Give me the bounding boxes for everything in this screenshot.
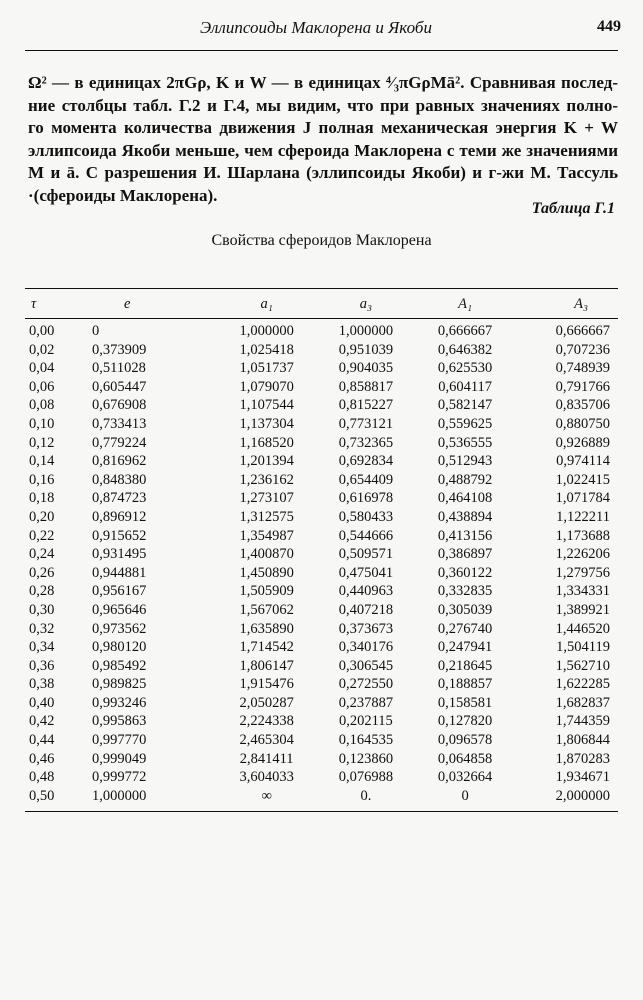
- table-cell: 0,158581: [437, 694, 493, 711]
- table-row: [25, 787, 618, 806]
- table-cell: 0,926889: [555, 434, 610, 451]
- table-cell: 0,980120: [91, 639, 147, 656]
- table-cell: 0,127820: [437, 713, 493, 730]
- table-cell: 0,475041: [338, 564, 394, 581]
- table-cell: 1,173688: [555, 527, 610, 544]
- table-cell: 1,122211: [556, 508, 610, 525]
- table-cell: 0,373673: [338, 620, 394, 637]
- table-cell: 0,10: [29, 415, 55, 432]
- table-cell: 0,464108: [437, 490, 493, 507]
- table-caption: Свойства сфероидов Маклорена: [211, 232, 432, 249]
- column-header-tau: τ: [31, 296, 37, 312]
- column-header-A3: A₃: [574, 296, 588, 312]
- table-cell: 0,38: [29, 676, 55, 693]
- table-cell: 1,279756: [555, 564, 610, 581]
- table-cell: 0,218645: [437, 657, 493, 674]
- table-row: [25, 489, 618, 508]
- table-cell: 0,202115: [338, 713, 393, 730]
- table-cell: 0,995863: [91, 713, 147, 730]
- paragraph-line: го момента количества движения J полная механическая энергия K + W: [28, 118, 618, 137]
- table-cell: 1,025418: [239, 341, 294, 358]
- table-row: [25, 768, 618, 787]
- table-cell: 0,14: [29, 453, 55, 470]
- table-cell: 0,24: [29, 546, 55, 563]
- table-cell: 0,999049: [91, 750, 147, 767]
- table-row: [25, 582, 618, 601]
- table-cell: 0: [461, 787, 469, 804]
- table-row: [25, 545, 618, 564]
- table-cell: 1,201394: [239, 453, 294, 470]
- table-cell: 0,386897: [437, 546, 493, 563]
- table-cell: 1,226206: [555, 546, 610, 563]
- table-cell: 0,848380: [91, 471, 147, 488]
- running-title: Эллипсоиды Маклорена и Якоби: [200, 18, 432, 37]
- table-cell: 0,08: [29, 397, 55, 414]
- table-header-row: [25, 296, 618, 318]
- table-row: [25, 378, 618, 397]
- table-cell: 1,312575: [239, 508, 294, 525]
- table-row: [25, 564, 618, 583]
- table-cell: 1,806844: [555, 732, 610, 749]
- table-cell: 2,465304: [239, 732, 294, 749]
- table-cell: 1,400870: [239, 546, 294, 563]
- table-cell: 0,096578: [437, 732, 493, 749]
- table-cell: 1,334331: [555, 583, 610, 600]
- table-cell: 0,440963: [338, 583, 394, 600]
- table-cell: 1,450890: [239, 564, 294, 581]
- table-cell: 0,413156: [437, 527, 493, 544]
- table-cell: 0,272550: [338, 676, 394, 693]
- table-row: [25, 527, 618, 546]
- table-cell: 0,536555: [437, 434, 493, 451]
- table-cell: 0,580433: [338, 508, 394, 525]
- table-cell: 0,605447: [91, 378, 147, 395]
- table-cell: 1,137304: [239, 415, 294, 432]
- table-cell: 1,682837: [555, 694, 610, 711]
- table-cell: 0,604117: [438, 378, 493, 395]
- table-cell: 0,438894: [437, 508, 493, 525]
- table-cell: 2,000000: [555, 787, 610, 804]
- table-cell: 1,273107: [239, 490, 294, 507]
- table-cell: 0,22: [29, 527, 55, 544]
- table-cell: 1,071784: [555, 490, 610, 507]
- table-row: [25, 657, 618, 676]
- table-cell: 0,880750: [555, 415, 610, 432]
- table-cell: 0,42: [29, 713, 55, 730]
- table-cell: 0,16: [29, 471, 55, 488]
- table-cell: 0,997770: [91, 732, 147, 749]
- body-paragraph: [28, 72, 618, 207]
- table-cell: 0,340176: [338, 639, 394, 656]
- table-cell: 0,40: [29, 694, 55, 711]
- table-cell: 0,509571: [338, 546, 394, 563]
- table-cell: 1,079070: [239, 378, 294, 395]
- table-cell: 1,806147: [239, 657, 294, 674]
- table-cell: 0,874723: [91, 490, 147, 507]
- table-cell: 1,744359: [555, 713, 610, 730]
- table-cell: 0,999772: [91, 769, 147, 786]
- table-cell: 0,676908: [91, 397, 147, 414]
- table-cell: 1,915476: [239, 676, 294, 693]
- paragraph-line: M и ā. С разрешения И. Шарлана (эллипсоиды Якоби) и г-жи М. Тассуль: [28, 163, 618, 182]
- page-number: 449: [597, 18, 621, 35]
- table-cell: 0,815227: [338, 397, 394, 414]
- table-cell: 1,504119: [556, 639, 610, 656]
- table-cell: 0,816962: [91, 453, 147, 470]
- table-cell: 0,779224: [91, 434, 147, 451]
- table-cell: 0,373909: [91, 341, 147, 358]
- table-cell: 1,934671: [555, 769, 610, 786]
- table-cell: 0,835706: [555, 397, 610, 414]
- table-cell: 0,30: [29, 601, 55, 618]
- table-cell: 0,48: [29, 769, 55, 786]
- table-cell: 0,654409: [338, 471, 394, 488]
- table-cell: 0,360122: [437, 564, 493, 581]
- table-cell: 1,389921: [555, 601, 610, 618]
- table-cell: 0,04: [29, 360, 55, 377]
- table-row: [25, 434, 618, 453]
- table-row: [25, 750, 618, 769]
- table-label: Таблица Г.1: [531, 200, 615, 217]
- table-cell: 0,18: [29, 490, 55, 507]
- table-cell: 0,732365: [338, 434, 394, 451]
- table-cell: 0,276740: [437, 620, 493, 637]
- table-cell: 0,247941: [437, 639, 493, 656]
- paragraph-line: Ω² — в единицах 2πGρ, K и W — в единицах ⁴⁄₃πGρMā². Сравнивая послед-: [28, 73, 618, 92]
- table-cell: 2,050287: [239, 694, 294, 711]
- table-row: [25, 638, 618, 657]
- table-cell: 1,000000: [91, 787, 147, 804]
- table-cell: 0,773121: [338, 415, 394, 432]
- table-cell: 0,965646: [91, 601, 147, 618]
- table-cell: 1,000000: [338, 323, 394, 339]
- table-cell: 1,354987: [239, 527, 294, 544]
- column-header-e: e: [123, 296, 131, 312]
- table-row: [25, 601, 618, 620]
- table-cell: 2,841411: [239, 750, 294, 767]
- table-cell: 0,791766: [555, 378, 610, 395]
- table-cell: 0,944881: [91, 564, 147, 581]
- table-cell: 0,488792: [437, 471, 493, 488]
- table-cell: 0,332835: [437, 583, 493, 600]
- table-cell: 1,635890: [239, 620, 294, 637]
- table-bottom-rule: [25, 811, 618, 812]
- table-row: [25, 396, 618, 415]
- table-cell: 0,973562: [91, 620, 147, 637]
- table-cell: 0,32: [29, 620, 55, 637]
- table-row: [25, 471, 618, 490]
- header-rule: [25, 50, 618, 51]
- table-cell: 0,931495: [91, 546, 147, 563]
- table-cell: 0,36: [29, 657, 55, 674]
- table-cell: 0,06: [29, 378, 55, 395]
- table-cell: 0,951039: [338, 341, 394, 358]
- table-cell: 0,032664: [437, 769, 493, 786]
- table-cell: 1,022415: [555, 471, 610, 488]
- table-row: [25, 341, 618, 360]
- table-cell: 0,076988: [338, 769, 394, 786]
- table-cell: 1,567062: [239, 601, 294, 618]
- table-cell: 0,188857: [437, 676, 493, 693]
- table-cell: 0,02: [29, 341, 55, 358]
- table-cell: 0,559625: [437, 415, 493, 432]
- column-header-a1: a₁: [260, 296, 273, 312]
- table-cell: 1,446520: [555, 620, 610, 637]
- table-cell: 0,305039: [437, 601, 493, 618]
- table-cell: 0,748939: [555, 360, 610, 377]
- table-cell: 0,34: [29, 639, 55, 656]
- table-cell: 0,974114: [556, 453, 610, 470]
- table-cell: 0,306545: [338, 657, 394, 674]
- column-header-A1: A₁: [458, 296, 473, 312]
- table-cell: 0,733413: [91, 415, 147, 432]
- column-header-a3: a₃: [359, 296, 373, 312]
- table-cell: 3,604033: [239, 769, 294, 786]
- table-cell: 0,44: [29, 732, 55, 749]
- table-cell: 1,622285: [555, 676, 610, 693]
- table-row: [25, 694, 618, 713]
- paragraph-line: ние столбцы табл. Г.2 и Г.4, мы видим, что при равных значениях полно-: [28, 95, 618, 115]
- table-row: [25, 675, 618, 694]
- table-cell: 0,989825: [91, 676, 147, 693]
- table-cell: 0,164535: [338, 732, 394, 749]
- table-cell: 1,000000: [239, 323, 294, 339]
- table-row: [25, 359, 618, 378]
- table-cell: 0,12: [29, 434, 55, 451]
- table-row: [25, 318, 618, 341]
- table-row: [25, 452, 618, 471]
- table-row: [25, 620, 618, 639]
- table-cell: 1,107544: [239, 397, 294, 414]
- table-cell: 0,666667: [555, 323, 610, 339]
- table-cell: 0,511028: [91, 360, 146, 377]
- table-row: [25, 712, 618, 731]
- table-cell: 0,26: [29, 564, 55, 581]
- table-cell: 1,236162: [239, 471, 294, 488]
- table-cell: 0,646382: [437, 341, 493, 358]
- table-cell: 0,46: [29, 750, 55, 767]
- paragraph-line: эллипсоида Якоби меньше, чем сфероида Маклорена с теми же значениями: [28, 140, 618, 160]
- maclaurin-spheroids-table: [25, 296, 618, 805]
- table-cell: 0,915652: [91, 527, 147, 544]
- table-cell: 0,707236: [555, 341, 610, 358]
- table-row: [25, 731, 618, 750]
- table-cell: 1,714542: [239, 639, 294, 656]
- table-cell: 0,582147: [437, 397, 493, 414]
- table-cell: 0,625530: [437, 360, 493, 377]
- table-cell: 1,870283: [555, 750, 610, 767]
- table-cell: 0,692834: [338, 453, 394, 470]
- table-top-rule: [25, 288, 618, 289]
- table-cell: 0,237887: [338, 694, 394, 711]
- table-cell: 0,896912: [91, 508, 147, 525]
- table-cell: 0,904035: [338, 360, 394, 377]
- table-cell: 0,993246: [91, 694, 147, 711]
- table-cell: 0: [91, 323, 100, 339]
- table-cell: 0,123860: [338, 750, 394, 767]
- table-cell: 0,407218: [338, 601, 394, 618]
- table-cell: 1,562710: [555, 657, 610, 674]
- table-cell: 0,064858: [437, 750, 493, 767]
- table-cell: 0,512943: [437, 453, 493, 470]
- table-body: [25, 318, 618, 805]
- table-cell: 0,50: [29, 787, 55, 804]
- table-cell: 0,985492: [91, 657, 147, 674]
- table-cell: ∞: [261, 787, 272, 804]
- table-cell: 0,956167: [91, 583, 147, 600]
- paragraph-line: ·(сфероиды Маклорена).: [28, 185, 218, 205]
- table-cell: 0,20: [29, 508, 55, 525]
- table-row: [25, 415, 618, 434]
- table-cell: 1,051737: [239, 360, 294, 377]
- table-cell: 0,666667: [437, 323, 493, 339]
- table-cell: 2,224338: [239, 713, 294, 730]
- table-cell: 0,858817: [338, 378, 394, 395]
- table-row: [25, 508, 618, 527]
- table-cell: 1,505909: [239, 583, 294, 600]
- table-cell: 1,168520: [239, 434, 294, 451]
- table-cell: 0,28: [29, 583, 55, 600]
- table-cell: 0,00: [29, 323, 55, 339]
- table-cell: 0,544666: [338, 527, 394, 544]
- table-cell: 0.: [360, 787, 372, 804]
- table-cell: 0,616978: [338, 490, 394, 507]
